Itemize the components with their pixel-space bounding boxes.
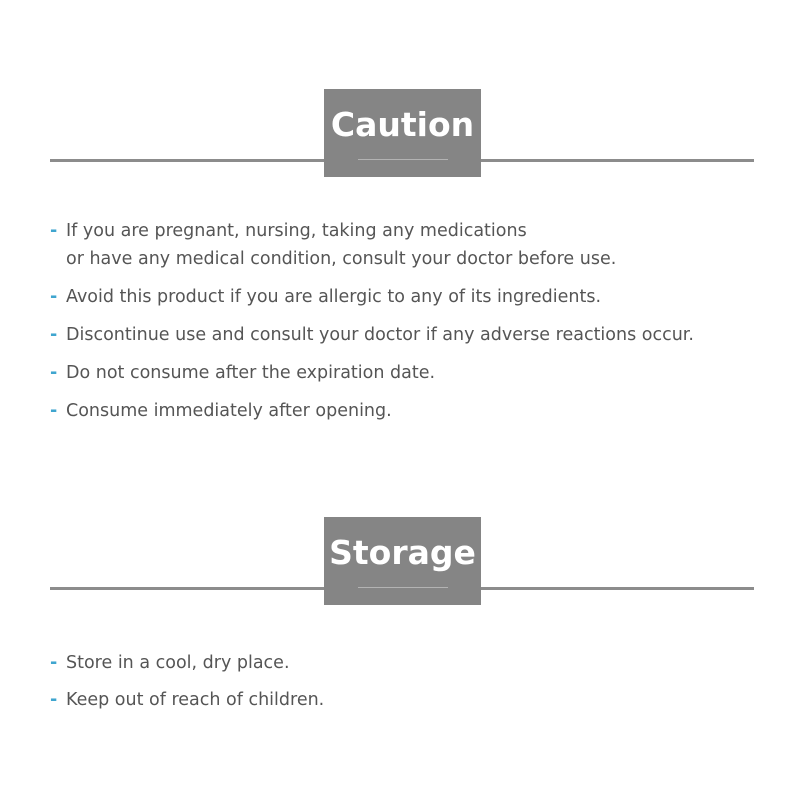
caution-item-text: Do not consume after the expiration date.: [66, 363, 436, 383]
caution-list: [50, 217, 694, 435]
bullet-dash: -: [50, 287, 58, 307]
list-item: [50, 686, 324, 714]
list-item: [50, 321, 694, 349]
storage-item-text: Keep out of reach of children.: [66, 690, 325, 710]
caution-title: Caution: [330, 105, 475, 144]
list-item: [50, 283, 694, 311]
storage-item-text: Store in a cool, dry place.: [66, 653, 290, 673]
bullet-dash: -: [50, 401, 58, 421]
caution-item-text: If you are pregnant, nursing, taking any medications or have any medical condition, consult your doctor before use.: [66, 221, 617, 269]
caution-title-underline: [358, 159, 448, 160]
storage-title-box: [324, 517, 481, 605]
list-item: [50, 397, 694, 425]
bullet-dash: -: [50, 221, 58, 241]
list-item: [50, 359, 694, 387]
list-item: [50, 649, 324, 677]
storage-title: Storage: [329, 533, 476, 572]
bullet-dash: -: [50, 363, 58, 383]
storage-title-underline: [358, 587, 448, 588]
list-item: [50, 217, 694, 273]
bullet-dash: -: [50, 325, 58, 345]
caution-item-text: Avoid this product if you are allergic to any of its ingredients.: [66, 287, 602, 307]
bullet-dash: -: [50, 653, 58, 673]
caution-title-box: [324, 89, 481, 177]
bullet-dash: -: [50, 690, 58, 710]
caution-item-text: Consume immediately after opening.: [66, 401, 392, 421]
caution-item-text: Discontinue use and consult your doctor if any adverse reactions occur.: [66, 325, 694, 345]
storage-list: [50, 649, 324, 723]
